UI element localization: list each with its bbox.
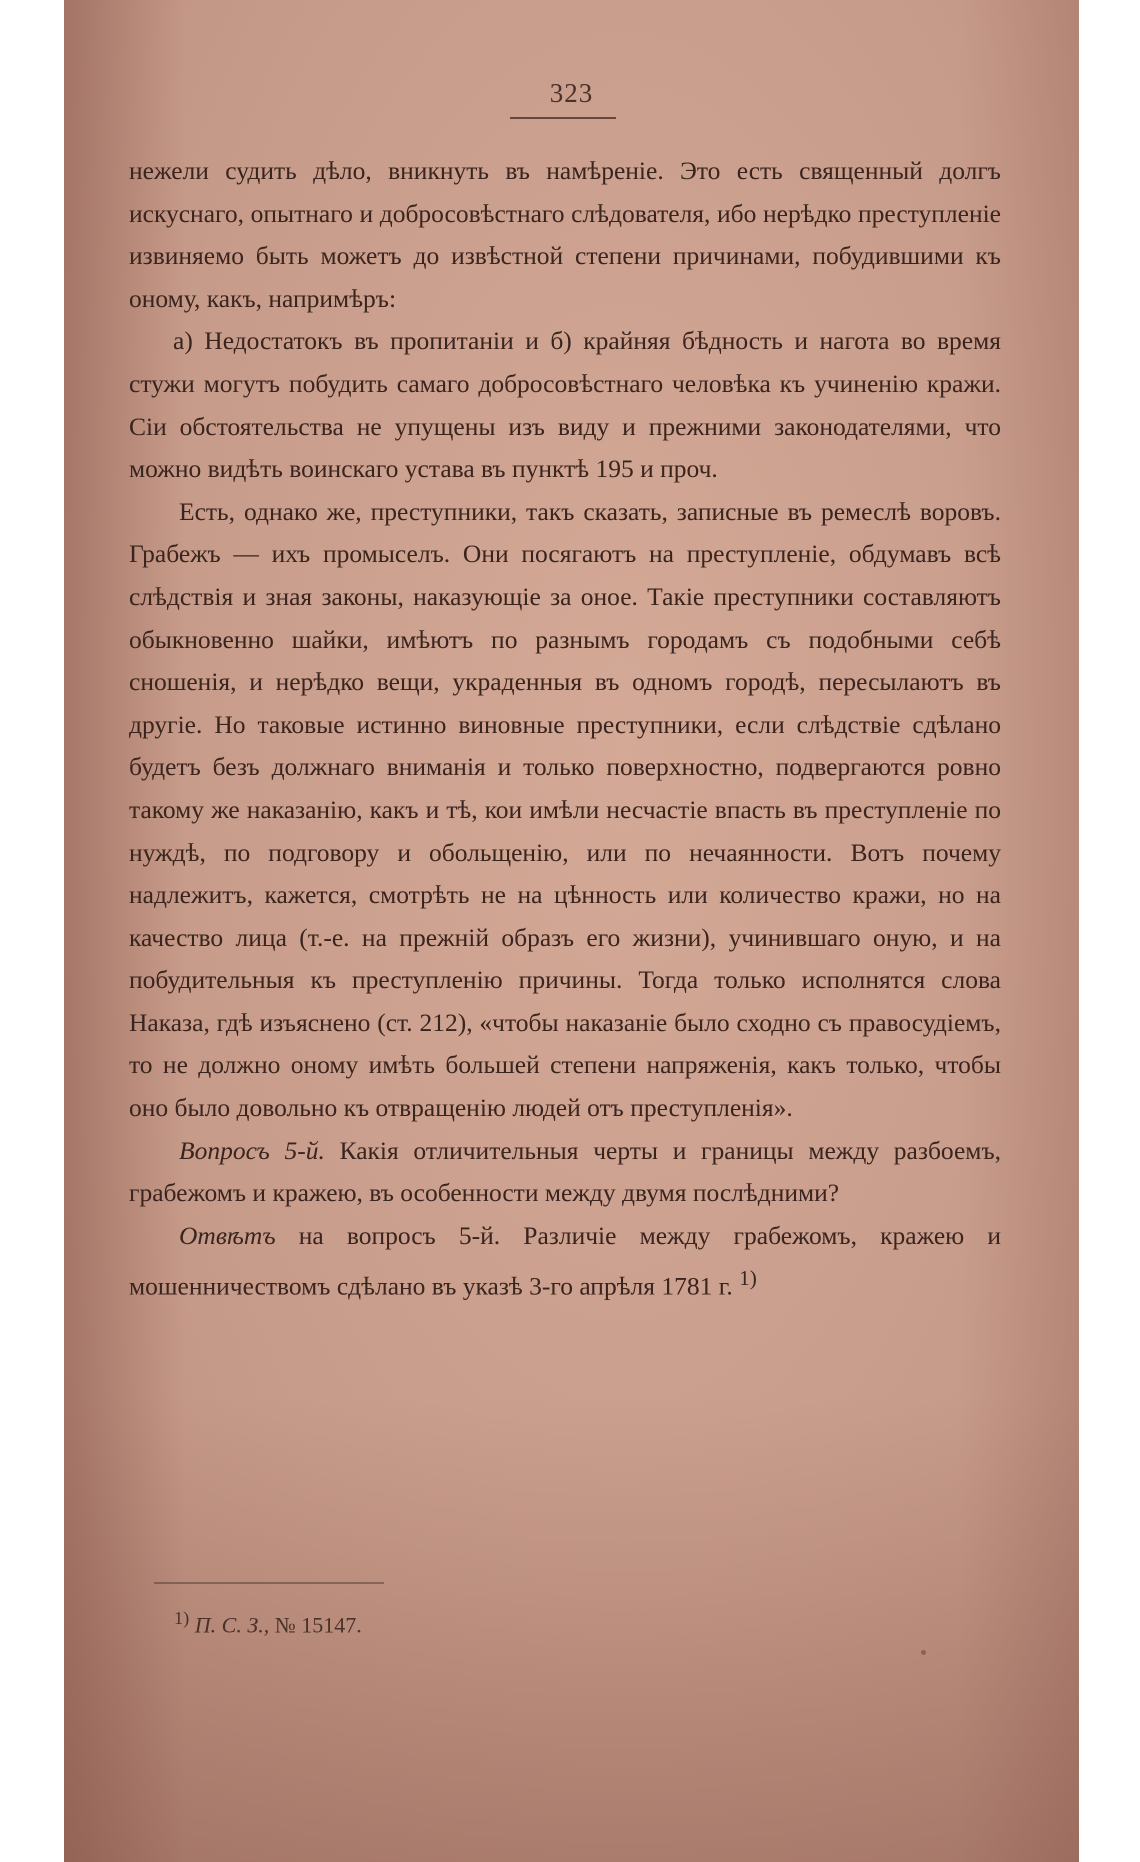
paper-speck	[921, 1650, 926, 1655]
footnote	[174, 1608, 362, 1638]
page-number: 323	[549, 78, 594, 108]
footnote-marker: 1)	[174, 1608, 190, 1628]
paragraph-main: Есть, однако же, преступники, такъ сказать, записные въ ремеслѣ воровъ. Грабежъ — ихъ промыселъ. Они посягаютъ на преступленіе, обдумавъ всѣ слѣдствія и зная законы, наказующіе за оное. Такіе преступники составляютъ обыкновенно шайки, имѣютъ по разнымъ городамъ съ подобными себѣ сношенія, и нерѣдко вещи, украденныя въ одномъ городѣ, пересылаютъ въ другіе. Но таковые истинно виновные преступники, если слѣдствіе сдѣлано будетъ безъ должнаго вниманія и только поверхностно, подвергаются ровно такому же наказанію, какъ и тѣ, кои имѣли несчастіе впасть въ преступленіе по нуждѣ, по подговору и обольщенію, или по нечаянности. Вотъ почему надлежитъ, кажется, смотрѣть не на цѣнность или количество кражи, но на качество лица (т.-е. на прежній образъ его жизни), учинившаго оную, и на побудительныя къ преступленію причины. Тогда только исполнятся слова Наказа, гдѣ изъяснено (ст. 212), «чтобы наказаніе было сходно съ правосудіемъ, то не должно оному имѣть большей степени напряженія, какъ только, чтобы оно было довольно къ отвращенію людей отъ преступленія».	[129, 496, 1001, 1123]
body-text	[129, 150, 1001, 1309]
paragraph-continuation: нежели судить дѣло, вникнуть въ намѣреніе. Это есть священный долгъ искуснаго, опытнаго и добросовѣстнаго слѣдователя, ибо нерѣдко преступленіе извиняемо быть можетъ до извѣстной степени причинами, побудившими къ оному, какъ, напримѣръ:	[129, 156, 1001, 313]
footnote-source: П. С. З.,	[194, 1612, 270, 1638]
footnote-divider	[154, 1582, 384, 1584]
answer-text: на вопросъ 5-й. Различіе между грабежомъ, кражею и мошенничествомъ сдѣлано въ указѣ 3-го апрѣля 1781 г.	[129, 1220, 1002, 1301]
question-text: Какія отличительныя черты и границы между разбоемъ, грабежомъ и кражею, въ особенности между двумя послѣдними?	[129, 1135, 1001, 1208]
question-label: Вопросъ 5-й.	[179, 1135, 325, 1165]
book-page	[64, 0, 1079, 1862]
page-number-underline	[510, 117, 616, 119]
answer-paragraph	[129, 1215, 1001, 1309]
footnote-reference: 1)	[739, 1266, 757, 1291]
answer-label: Отвѣтъ	[179, 1220, 276, 1250]
paragraph-list-item: а) Недостатокъ въ пропитаніи и б) крайняя бѣдность и нагота во время стужи могутъ побудить самаго добросовѣстнаго человѣка къ учиненію кражи. Сіи обстоятельства не упущены изъ виду и прежними законодателями, что можно видѣть воинскаго устава въ пунктѣ 195 и проч.	[129, 326, 1001, 484]
footnote-number: № 15147.	[274, 1612, 362, 1638]
question-paragraph	[129, 1130, 1001, 1215]
